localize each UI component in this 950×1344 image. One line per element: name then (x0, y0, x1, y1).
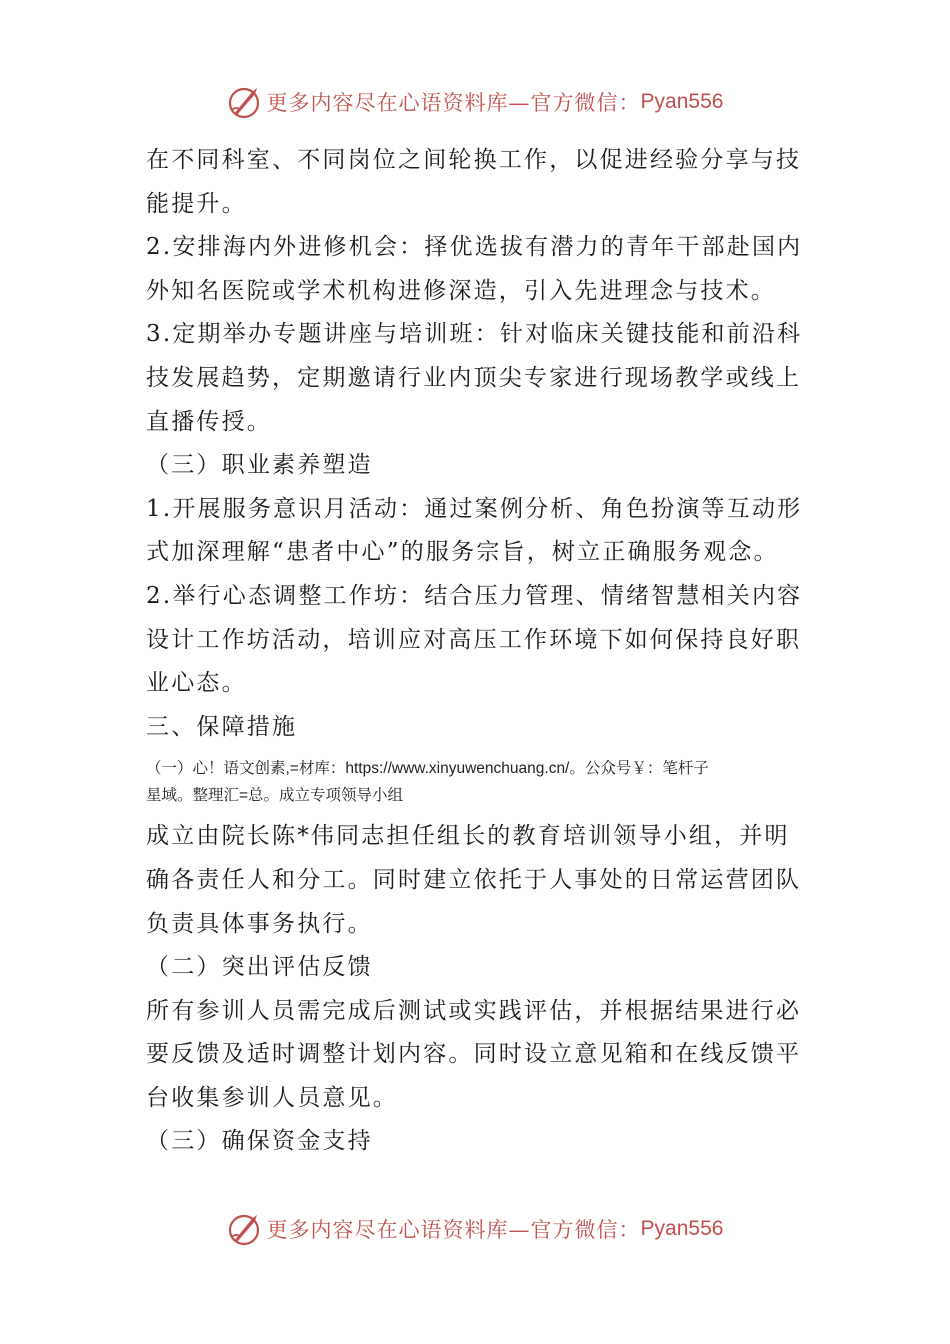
body-line: 2.举行心态调整工作坊：结合压力管理、情绪智慧相关内容 (146, 582, 803, 609)
body-line: 外知名医院或学术机构进修深造，引入先进理念与技术。 (146, 277, 776, 304)
document-body (146, 139, 810, 1164)
body-line: 能提升。 (146, 190, 247, 217)
pen-logo-icon (227, 1211, 263, 1247)
body-line: 2.安排海内外进修机会：择优选拔有潜力的青年干部赴国内 (146, 234, 803, 261)
watermark-line: 星域。整理汇=总。成立专项领导小组 (146, 787, 404, 805)
body-line: 设计工作坊活动，培训应对高压工作环境下如何保持良好职 (146, 626, 802, 653)
chapter-heading: 三、保障措施 (146, 713, 298, 740)
body-line: 所有参训人员需完成后测试或实践评估，并根据结果进行必 (146, 997, 802, 1024)
footer-banner (0, 1209, 950, 1249)
body-line: 直播传授。 (146, 408, 272, 435)
body-line: 要反馈及适时调整计划内容。同时设立意见箱和在线反馈平 (146, 1041, 802, 1068)
banner-text: 更多内容尽在心语资料库—官方微信： (266, 1218, 641, 1242)
body-line: 1.开展服务意识月活动：通过案例分析、角色扮演等互动形 (146, 495, 803, 522)
body-line: 台收集参训人员意见。 (146, 1084, 398, 1111)
watermark-line: （一）心！语文创素,=材库：https://www.xinyuwenchuang.cn/。公众号￥：笔杆子 (146, 760, 709, 778)
banner-text: 更多内容尽在心语资料库—官方微信： (266, 91, 641, 115)
body-line: 负责具体事务执行。 (146, 910, 373, 937)
section-heading: （三）确保资金支持 (146, 1128, 373, 1155)
body-line: 在不同科室、不同岗位之间轮换工作，以促进经验分享与技 (146, 147, 802, 173)
body-line: 式加深理解“患者中心”的服务宗旨，树立正确服务观念。 (146, 539, 779, 566)
section-heading: （三）职业素养塑造 (146, 452, 373, 479)
body-line: 3.定期举办专题讲座与培训班：针对临床关键技能和前沿科 (146, 321, 803, 348)
body-line: 技发展趋势，定期邀请行业内顶尖专家进行现场教学或线上 (146, 364, 802, 391)
body-line: 成立由院长陈*伟同志担任组长的教育培训领导小组，并明 (146, 823, 790, 850)
pen-logo-icon (227, 84, 263, 120)
body-line: 确各责任人和分工。同时建立依托于人事处的日常运营团队 (146, 866, 802, 893)
header-banner (0, 82, 950, 122)
banner-wechat-id: Pyan556 (640, 90, 724, 113)
body-line: 业心态。 (146, 670, 247, 697)
section-heading: （二）突出评估反馈 (146, 954, 373, 981)
banner-wechat-id: Pyan556 (640, 1217, 724, 1240)
